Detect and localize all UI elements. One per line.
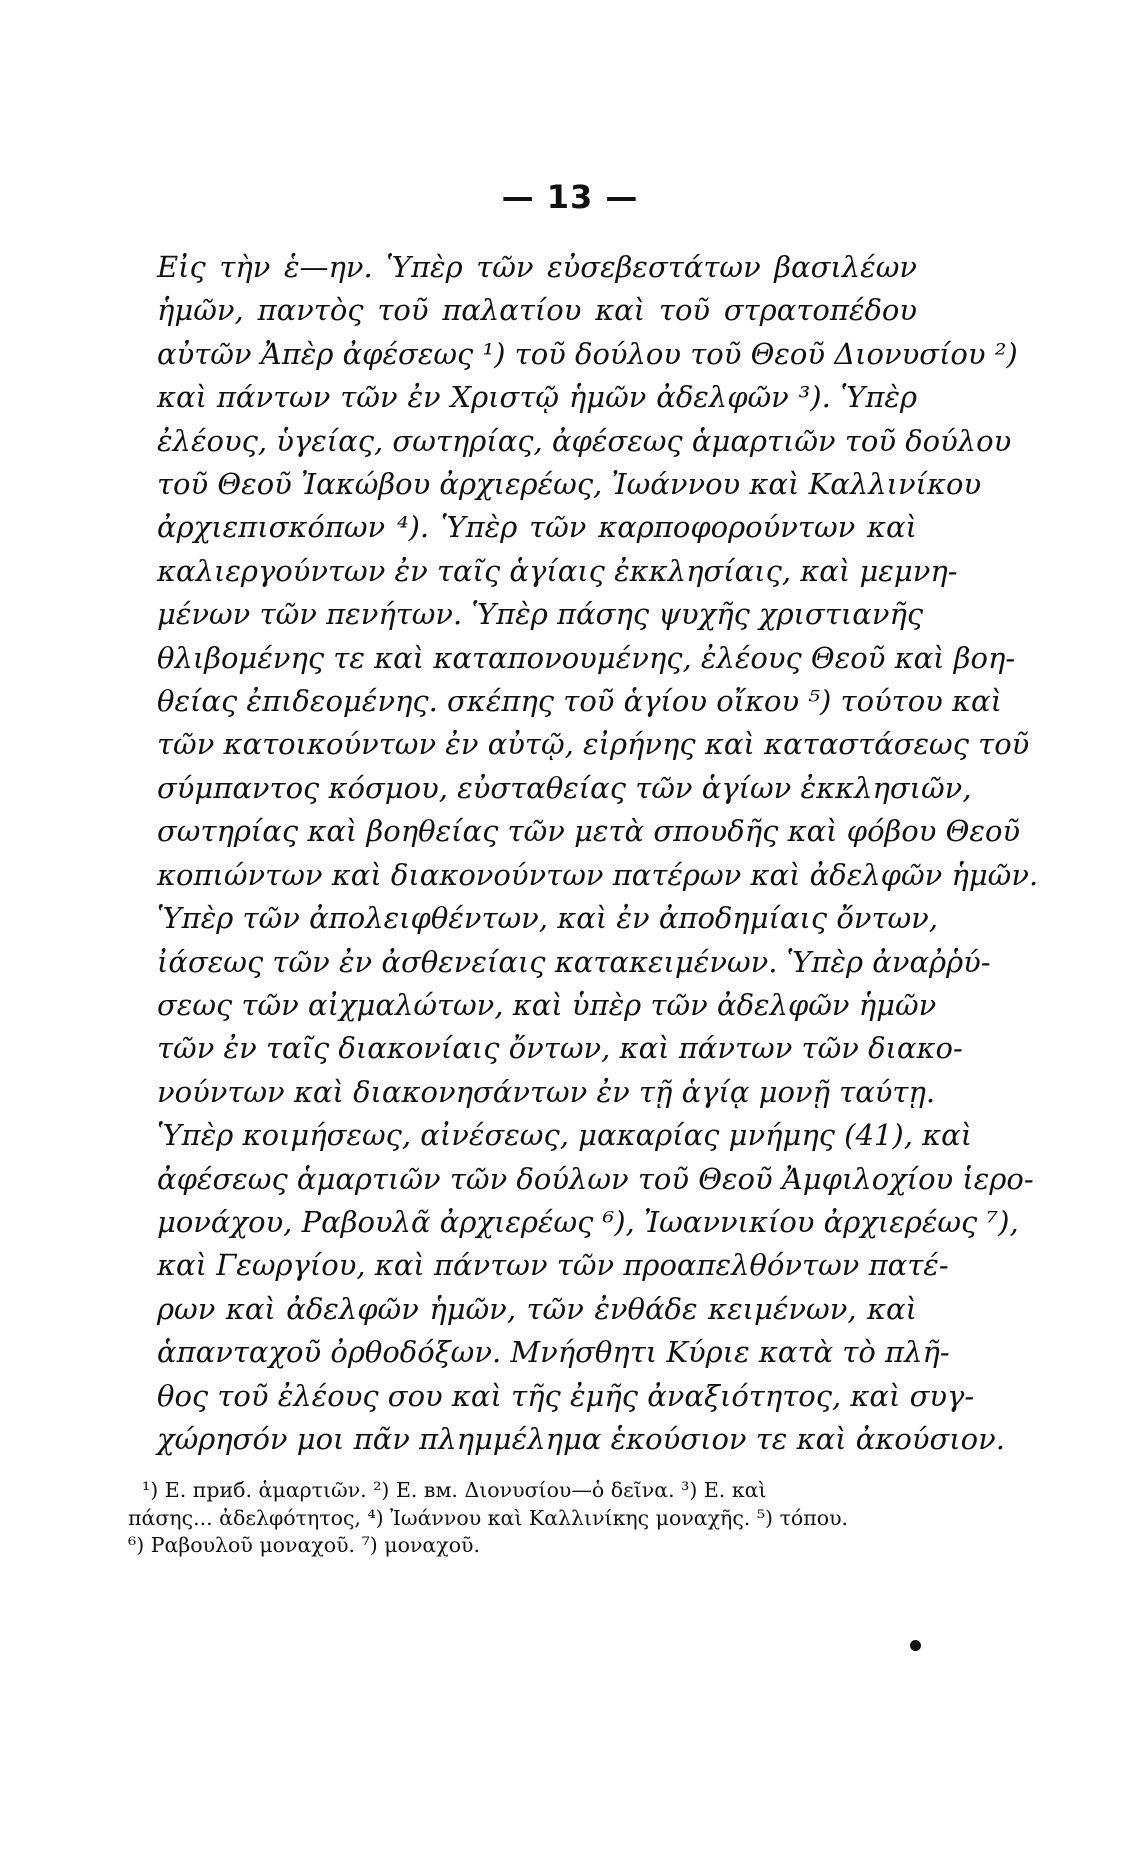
text-line: σύμπαντος κόσμου, εὐσταθείας τῶν ἁγίων ἐκκλησιῶν, [157, 770, 972, 805]
text-line: αὐτῶν Ἀπὲρ ἀφέσεως ¹) τοῦ δούλου τοῦ Θεοῦ Διονυσίου ²) [157, 336, 1018, 371]
footnote-line: ⁶) Ραβουλοῦ μοναχοῦ. ⁷) μοναχοῦ. [128, 1533, 481, 1557]
text-line: τῶν ἐν ταῖς διακονίαις ὄντων, καὶ πάντων τῶν διακο- [157, 1031, 963, 1066]
text-line: θος τοῦ ἐλέους σου καὶ τῆς ἐμῆς ἀναξιότητος, καὶ συγ- [157, 1378, 975, 1413]
text-line: χώρησόν μοι πᾶν πλημμέλημα ἑκούσιον τε καὶ ἀκούσιον. [157, 1421, 1005, 1456]
text-line: θείας ἐπιδεομένης. σκέπης τοῦ ἁγίου οἴκου ⁵) τούτου καὶ [157, 684, 1002, 719]
text-line: ἀφέσεως ἁμαρτιῶν τῶν δούλων τοῦ Θεοῦ Ἀμφιλοχίου ἱερο- [157, 1161, 1034, 1196]
text-line: ἐλέους, ὑγείας, σωτηρίας, ἀφέσεως ἁμαρτιῶν τοῦ δούλου [157, 423, 1012, 458]
text-line: μονάχου, Ραβουλᾶ ἀρχιερέως ⁶), Ἰωαννικίου ἀρχιερέως ⁷), [157, 1204, 1019, 1239]
text-line: καὶ Γεωργίου, καὶ πάντων τῶν προαπελθόντων πατέ- [157, 1248, 949, 1283]
text-line: καλιεργούντων ἐν ταῖς ἁγίαις ἐκκλησίαις, καὶ μεμνη- [157, 553, 958, 588]
text-line: τοῦ Θεοῦ Ἰακώβου ἀρχιερέως, Ἰωάννου καὶ Καλλινίκου [157, 467, 982, 502]
text-line: ἁπανταχοῦ ὀρθοδόξων. Μνήσθητι Κύριε κατὰ τὸ πλῆ- [157, 1335, 950, 1370]
text-line: ἰάσεως τῶν ἐν ἀσθενείαις κατακειμένων. Ὑπὲρ ἀναῤῥύ- [157, 944, 991, 979]
body-text [157, 246, 1039, 1461]
text-line: ἀρχιεπισκόπων ⁴). Ὑπὲρ τῶν καρποφορούντων καὶ [157, 510, 917, 545]
text-line: μένων τῶν πενήτων. Ὑπὲρ πάσης ψυχῆς χριστιανῆς [157, 597, 924, 632]
footnote-line: ¹) Е. приб. ἁμαρτιῶν. ²) Е. вм. Διονυσίου—ὁ δεῖνα. ³) Е. καὶ [142, 1478, 767, 1502]
footnotes [128, 1477, 920, 1560]
text-line: ρων καὶ ἀδελφῶν ἡμῶν, τῶν ἐνθάδε κειμένων, καὶ [157, 1291, 917, 1326]
text-line: σωτηρίας καὶ βοηθείας τῶν μετὰ σπουδῆς καὶ φόβου Θεοῦ [157, 814, 1021, 849]
text-line: σεως τῶν αἰχμαλώτων, καὶ ὑπὲρ τῶν ἀδελφῶν ἡμῶν [157, 987, 937, 1022]
page-number: — 13 — [501, 178, 639, 216]
text-line: Ὑπὲρ κοιμήσεως, αἰνέσεως, μακαρίας μνήμης (41), καὶ [157, 1118, 973, 1153]
text-line: κοπιώντων καὶ διακονούντων πατέρων καὶ ἀδελφῶν ἡμῶν. [157, 857, 1039, 892]
text-line: καὶ πάντων τῶν ἐν Χριστῷ ἡμῶν ἀδελφῶν ³). Ὑπὲρ [157, 380, 917, 415]
text-line: ἡμῶν, παντὸς τοῦ παλατίου καὶ τοῦ στρατοπέδου [157, 293, 917, 328]
footnote-line: πάσης... ἀδελφότητος, ⁴) Ἰωάννου καὶ Καλλινίκης μοναχῆς. ⁵) τόπου. [128, 1505, 849, 1530]
text-line: θλιβομένης τε καὶ καταπονουμένης, ἐλέους Θεοῦ καὶ βοη- [157, 640, 1016, 675]
text-line: Εἰς τὴν ἑ—ην. Ὑπὲρ τῶν εὐσεβεστάτων βασιλέων [157, 250, 917, 284]
text-line: νούντων καὶ διακονησάντων ἐν τῇ ἁγίᾳ μονῇ ταύτῃ. [157, 1074, 936, 1109]
text-line: Ὑπὲρ τῶν ἀπολειφθέντων, καὶ ἐν ἀποδημίαις ὄντων, [157, 901, 939, 936]
ink-dot-mark [910, 1640, 921, 1651]
text-line: τῶν κατοικούντων ἐν αὐτῷ, εἰρήνης καὶ καταστάσεως τοῦ [157, 727, 1030, 762]
